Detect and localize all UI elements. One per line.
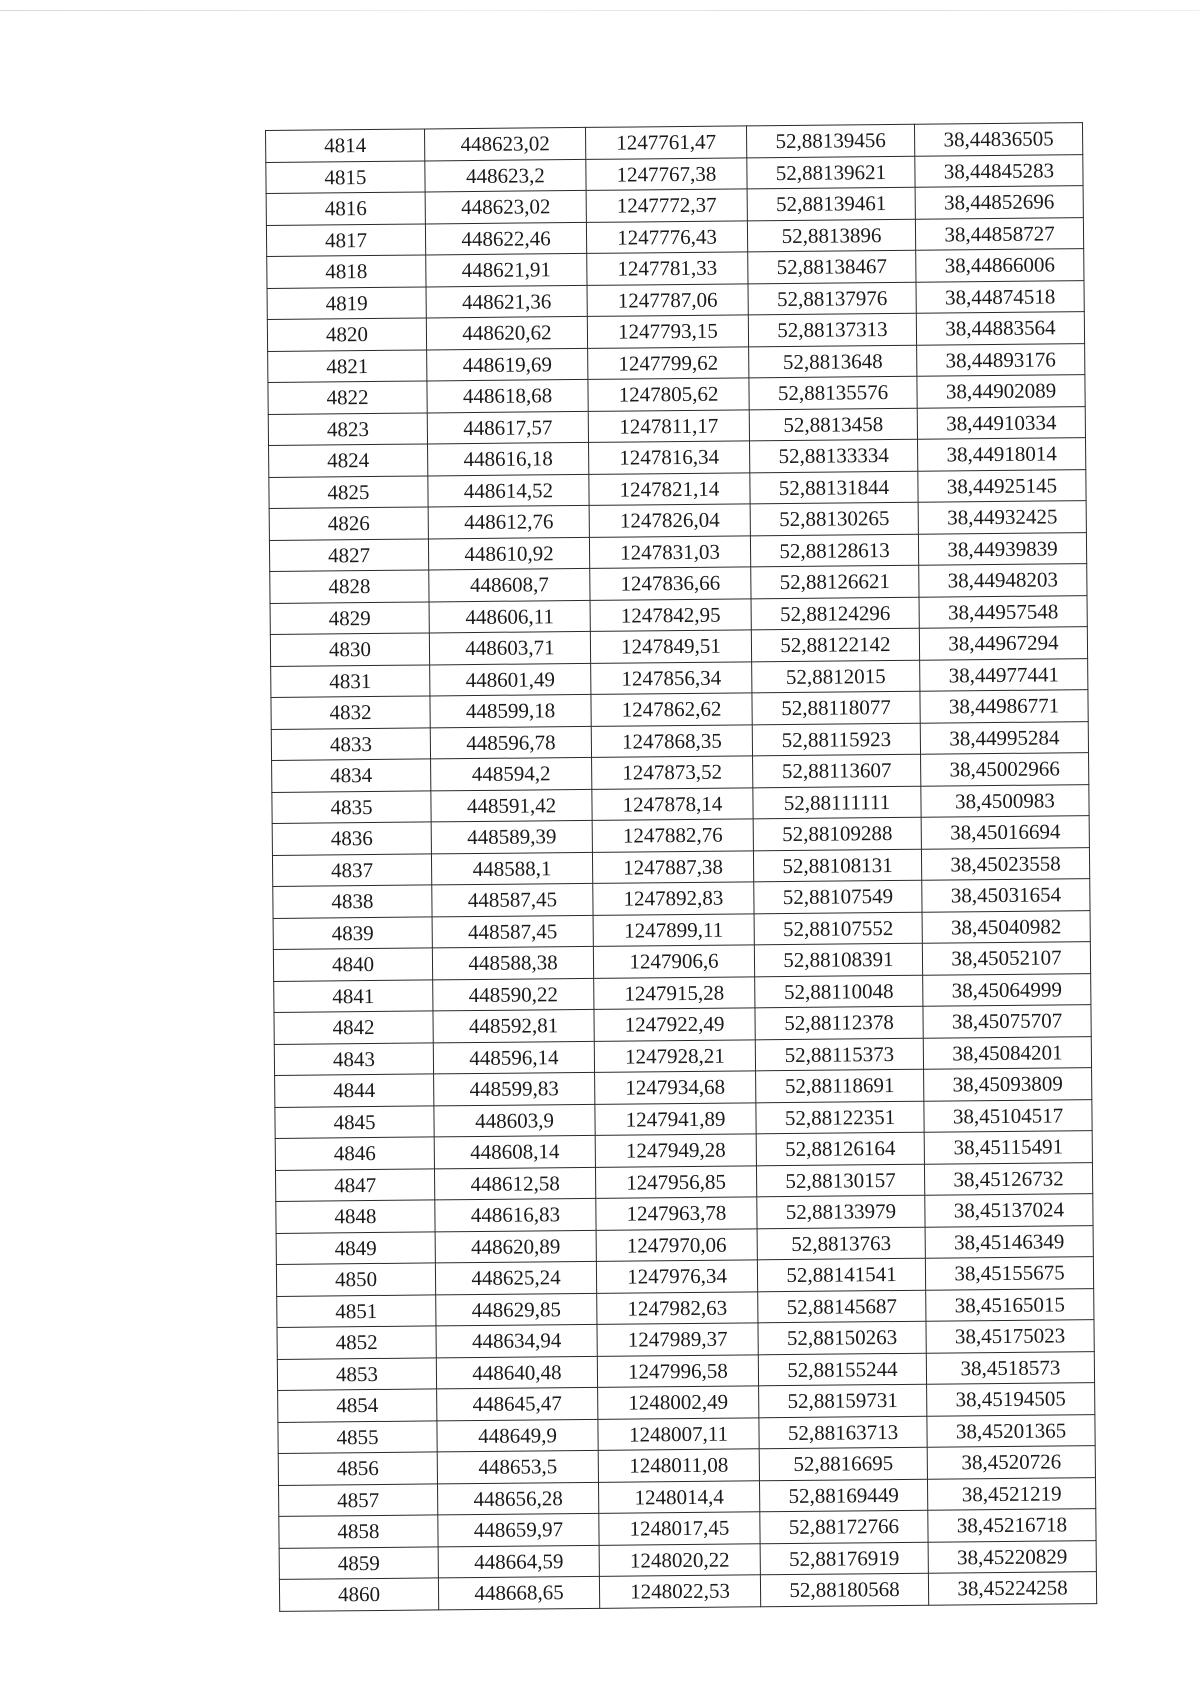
latitude-cell: 52,88126621	[751, 565, 919, 598]
y-coordinate-cell: 1248007,11	[598, 1417, 759, 1450]
x-coordinate-cell: 448587,45	[432, 915, 593, 948]
latitude-cell: 52,88138467	[748, 250, 916, 283]
longitude-cell: 38,45126732	[924, 1162, 1092, 1195]
x-coordinate-cell: 448603,71	[429, 631, 590, 664]
point-number-cell: 4836	[272, 822, 431, 855]
latitude-cell: 52,88145687	[758, 1290, 926, 1323]
longitude-cell: 38,44986771	[920, 690, 1088, 723]
latitude-cell: 52,88107549	[754, 880, 922, 913]
x-coordinate-cell: 448587,45	[432, 883, 593, 916]
latitude-cell: 52,88135576	[749, 376, 917, 409]
point-number-cell: 4829	[270, 601, 429, 634]
longitude-cell: 38,45137024	[925, 1194, 1093, 1227]
longitude-cell: 38,45031654	[922, 879, 1090, 912]
y-coordinate-cell: 1247949,28	[595, 1134, 756, 1167]
y-coordinate-cell: 1247816,34	[589, 441, 750, 474]
latitude-cell: 52,8816695	[759, 1447, 927, 1480]
x-coordinate-cell: 448664,59	[438, 1545, 599, 1578]
x-coordinate-cell: 448614,52	[428, 474, 589, 507]
latitude-cell: 52,88130265	[750, 502, 918, 535]
x-coordinate-cell: 448594,2	[431, 757, 592, 790]
point-number-cell: 4837	[272, 853, 431, 886]
x-coordinate-cell: 448618,68	[427, 379, 588, 412]
latitude-cell: 52,88172766	[760, 1510, 928, 1543]
point-number-cell: 4853	[277, 1357, 436, 1390]
latitude-cell: 52,88137313	[748, 313, 916, 346]
x-coordinate-cell: 448656,28	[437, 1482, 598, 1515]
latitude-cell: 52,88122142	[751, 628, 919, 661]
longitude-cell: 38,44866006	[916, 249, 1084, 282]
x-coordinate-cell: 448640,48	[436, 1356, 597, 1389]
latitude-cell: 52,88137976	[748, 282, 916, 315]
point-number-cell: 4838	[273, 885, 432, 918]
x-coordinate-cell: 448596,78	[430, 726, 591, 759]
longitude-cell: 38,44957548	[919, 595, 1087, 628]
point-number-cell: 4843	[274, 1042, 433, 1075]
x-coordinate-cell: 448608,14	[434, 1135, 595, 1168]
latitude-cell: 52,8812015	[752, 660, 920, 693]
y-coordinate-cell: 1247873,52	[592, 756, 753, 789]
y-coordinate-cell: 1248002,49	[598, 1386, 759, 1419]
x-coordinate-cell: 448589,39	[431, 820, 592, 853]
latitude-cell: 52,88139456	[746, 124, 914, 157]
point-number-cell: 4830	[270, 633, 429, 666]
point-number-cell: 4832	[271, 696, 430, 729]
y-coordinate-cell: 1247772,37	[586, 189, 747, 222]
y-coordinate-cell: 1247906,6	[593, 945, 754, 978]
latitude-cell: 52,88159731	[759, 1384, 927, 1417]
longitude-cell: 38,44932425	[918, 501, 1086, 534]
longitude-cell: 38,44902089	[917, 375, 1085, 408]
point-number-cell: 4822	[268, 381, 427, 414]
y-coordinate-cell: 1247970,06	[596, 1228, 757, 1261]
latitude-cell: 52,88108131	[753, 849, 921, 882]
point-number-cell: 4852	[277, 1326, 436, 1359]
point-number-cell: 4855	[278, 1420, 437, 1453]
y-coordinate-cell: 1247989,37	[597, 1323, 758, 1356]
latitude-cell: 52,88133334	[750, 439, 918, 472]
longitude-cell: 38,45155675	[925, 1257, 1093, 1290]
x-coordinate-cell: 448608,7	[429, 568, 590, 601]
latitude-cell: 52,88112378	[755, 1006, 923, 1039]
x-coordinate-cell: 448634,94	[436, 1324, 597, 1357]
longitude-cell: 38,45023558	[921, 847, 1089, 880]
point-number-cell: 4841	[274, 979, 433, 1012]
longitude-cell: 38,45224258	[928, 1572, 1096, 1605]
y-coordinate-cell: 1247856,34	[591, 661, 752, 694]
y-coordinate-cell: 1247805,62	[588, 378, 749, 411]
longitude-cell: 38,44910334	[917, 406, 1085, 439]
point-number-cell: 4814	[266, 129, 425, 162]
y-coordinate-cell: 1248017,45	[599, 1512, 760, 1545]
latitude-cell: 52,88118077	[752, 691, 920, 724]
x-coordinate-cell: 448649,9	[437, 1419, 598, 1452]
longitude-cell: 38,45075707	[923, 1005, 1091, 1038]
latitude-cell: 52,88150263	[758, 1321, 926, 1354]
x-coordinate-cell: 448603,9	[434, 1104, 595, 1137]
y-coordinate-cell: 1247842,95	[590, 598, 751, 631]
latitude-cell: 52,88180568	[760, 1573, 928, 1606]
x-coordinate-cell: 448588,1	[431, 852, 592, 885]
y-coordinate-cell: 1247892,83	[593, 882, 754, 915]
x-coordinate-cell: 448645,47	[437, 1387, 598, 1420]
point-number-cell: 4854	[278, 1389, 437, 1422]
x-coordinate-cell: 448625,24	[435, 1261, 596, 1294]
latitude-cell: 52,88163713	[759, 1416, 927, 1449]
latitude-cell: 52,88176919	[760, 1542, 928, 1575]
point-number-cell: 4842	[274, 1011, 433, 1044]
y-coordinate-cell: 1248011,08	[598, 1449, 759, 1482]
y-coordinate-cell: 1247868,35	[591, 724, 752, 757]
y-coordinate-cell: 1247862,62	[591, 693, 752, 726]
longitude-cell: 38,45064999	[923, 973, 1091, 1006]
point-number-cell: 4858	[279, 1515, 438, 1548]
latitude-cell: 52,8813896	[747, 219, 915, 252]
point-number-cell: 4845	[275, 1105, 434, 1138]
x-coordinate-cell: 448591,42	[431, 789, 592, 822]
x-coordinate-cell: 448620,62	[426, 316, 587, 349]
latitude-cell: 52,88139461	[747, 187, 915, 220]
longitude-cell: 38,44967294	[919, 627, 1087, 660]
point-number-cell: 4815	[266, 160, 425, 193]
longitude-cell: 38,44858727	[915, 217, 1083, 250]
x-coordinate-cell: 448659,97	[438, 1513, 599, 1546]
longitude-cell: 38,44918014	[917, 438, 1085, 471]
longitude-cell: 38,44852696	[915, 186, 1083, 219]
y-coordinate-cell: 1247821,14	[589, 472, 750, 505]
point-number-cell: 4859	[279, 1546, 438, 1579]
y-coordinate-cell: 1247922,49	[594, 1008, 755, 1041]
point-number-cell: 4826	[269, 507, 428, 540]
x-coordinate-cell: 448606,11	[429, 600, 590, 633]
longitude-cell: 38,45016694	[921, 816, 1089, 849]
longitude-cell: 38,44883564	[916, 312, 1084, 345]
y-coordinate-cell: 1247887,38	[592, 850, 753, 883]
y-coordinate-cell: 1247982,63	[597, 1291, 758, 1324]
y-coordinate-cell: 1247776,43	[586, 220, 747, 253]
longitude-cell: 38,45146349	[925, 1225, 1093, 1258]
point-number-cell: 4844	[275, 1074, 434, 1107]
x-coordinate-cell: 448623,02	[424, 127, 585, 160]
point-number-cell: 4820	[267, 318, 426, 351]
latitude-cell: 52,88139621	[747, 156, 915, 189]
point-number-cell: 4857	[279, 1483, 438, 1516]
latitude-cell: 52,8813763	[757, 1227, 925, 1260]
latitude-cell: 52,8813648	[749, 345, 917, 378]
point-number-cell: 4818	[267, 255, 426, 288]
point-number-cell: 4840	[273, 948, 432, 981]
x-coordinate-cell: 448612,76	[428, 505, 589, 538]
latitude-cell: 52,88169449	[759, 1479, 927, 1512]
y-coordinate-cell: 1247882,76	[592, 819, 753, 852]
x-coordinate-cell: 448623,2	[425, 159, 586, 192]
x-coordinate-cell: 448590,22	[433, 978, 594, 1011]
x-coordinate-cell: 448619,69	[427, 348, 588, 381]
x-coordinate-cell: 448616,83	[435, 1198, 596, 1231]
point-number-cell: 4819	[267, 286, 426, 319]
y-coordinate-cell: 1247976,34	[596, 1260, 757, 1293]
point-number-cell: 4823	[268, 412, 427, 445]
point-number-cell: 4828	[270, 570, 429, 603]
x-coordinate-cell: 448599,83	[434, 1072, 595, 1105]
y-coordinate-cell: 1247831,03	[589, 535, 750, 568]
longitude-cell: 38,45175023	[926, 1320, 1094, 1353]
point-number-cell: 4839	[273, 916, 432, 949]
longitude-cell: 38,4521219	[927, 1477, 1095, 1510]
latitude-cell: 52,88115923	[752, 723, 920, 756]
y-coordinate-cell: 1247934,68	[595, 1071, 756, 1104]
y-coordinate-cell: 1248014,4	[598, 1480, 759, 1513]
latitude-cell: 52,88155244	[758, 1353, 926, 1386]
point-number-cell: 4848	[276, 1200, 435, 1233]
y-coordinate-cell: 1247761,47	[585, 126, 746, 159]
y-coordinate-cell: 1247996,58	[597, 1354, 758, 1387]
latitude-cell: 52,88130157	[756, 1164, 924, 1197]
y-coordinate-cell: 1247836,66	[590, 567, 751, 600]
point-number-cell: 4817	[266, 223, 425, 256]
point-number-cell: 4831	[271, 664, 430, 697]
x-coordinate-cell: 448617,57	[427, 411, 588, 444]
coordinates-table	[265, 122, 1097, 1611]
y-coordinate-cell: 1247878,14	[592, 787, 753, 820]
longitude-cell: 38,45194505	[927, 1383, 1095, 1416]
longitude-cell: 38,45093809	[924, 1068, 1092, 1101]
x-coordinate-cell: 448621,36	[426, 285, 587, 318]
point-number-cell: 4860	[279, 1578, 438, 1611]
latitude-cell: 52,88111111	[753, 786, 921, 819]
y-coordinate-cell: 1248020,22	[599, 1543, 760, 1576]
longitude-cell: 38,44995284	[920, 721, 1088, 754]
y-coordinate-cell: 1247793,15	[587, 315, 748, 348]
x-coordinate-cell: 448668,65	[438, 1576, 599, 1609]
longitude-cell: 38,44836505	[914, 123, 1082, 156]
latitude-cell: 52,88124296	[751, 597, 919, 630]
longitude-cell: 38,44874518	[916, 280, 1084, 313]
longitude-cell: 38,4520726	[927, 1446, 1095, 1479]
point-number-cell: 4851	[277, 1294, 436, 1327]
point-number-cell: 4833	[271, 727, 430, 760]
point-number-cell: 4850	[276, 1263, 435, 1296]
longitude-cell: 38,45052107	[922, 942, 1090, 975]
y-coordinate-cell: 1247787,06	[587, 283, 748, 316]
longitude-cell: 38,45115491	[924, 1131, 1092, 1164]
longitude-cell: 38,45002966	[921, 753, 1089, 786]
point-number-cell: 4835	[272, 790, 431, 823]
longitude-cell: 38,45201365	[927, 1414, 1095, 1447]
x-coordinate-cell: 448629,85	[436, 1293, 597, 1326]
y-coordinate-cell: 1247941,89	[595, 1102, 756, 1135]
point-number-cell: 4834	[272, 759, 431, 792]
point-number-cell: 4827	[269, 538, 428, 571]
x-coordinate-cell: 448653,5	[437, 1450, 598, 1483]
point-number-cell: 4825	[269, 475, 428, 508]
y-coordinate-cell: 1247956,85	[595, 1165, 756, 1198]
x-coordinate-cell: 448592,81	[433, 1009, 594, 1042]
longitude-cell: 38,44948203	[919, 564, 1087, 597]
latitude-cell: 52,88107552	[754, 912, 922, 945]
scan-edge-line	[0, 10, 1200, 11]
y-coordinate-cell: 1247826,04	[589, 504, 750, 537]
y-coordinate-cell: 1247781,33	[587, 252, 748, 285]
x-coordinate-cell: 448616,18	[428, 442, 589, 475]
longitude-cell: 38,45040982	[922, 910, 1090, 943]
longitude-cell: 38,45216718	[928, 1509, 1096, 1542]
y-coordinate-cell: 1247899,11	[593, 913, 754, 946]
x-coordinate-cell: 448596,14	[433, 1041, 594, 1074]
y-coordinate-cell: 1247963,78	[596, 1197, 757, 1230]
latitude-cell: 52,88113607	[753, 754, 921, 787]
point-number-cell: 4821	[268, 349, 427, 382]
longitude-cell: 38,44925145	[918, 469, 1086, 502]
latitude-cell: 52,88122351	[756, 1101, 924, 1134]
latitude-cell: 52,88110048	[755, 975, 923, 1008]
latitude-cell: 52,88108391	[754, 943, 922, 976]
x-coordinate-cell: 448588,38	[432, 946, 593, 979]
latitude-cell: 52,88128613	[750, 534, 918, 567]
y-coordinate-cell: 1248022,53	[599, 1575, 760, 1608]
y-coordinate-cell: 1247811,17	[588, 409, 749, 442]
x-coordinate-cell: 448610,92	[428, 537, 589, 570]
latitude-cell: 52,88131844	[750, 471, 918, 504]
y-coordinate-cell: 1247915,28	[594, 976, 755, 1009]
latitude-cell: 52,88118691	[756, 1069, 924, 1102]
y-coordinate-cell: 1247799,62	[588, 346, 749, 379]
x-coordinate-cell: 448601,49	[430, 663, 591, 696]
longitude-cell: 38,4518573	[926, 1351, 1094, 1384]
longitude-cell: 38,44939839	[918, 532, 1086, 565]
longitude-cell: 38,45104517	[924, 1099, 1092, 1132]
latitude-cell: 52,8813458	[749, 408, 917, 441]
y-coordinate-cell: 1247849,51	[590, 630, 751, 663]
x-coordinate-cell: 448599,18	[430, 694, 591, 727]
y-coordinate-cell: 1247928,21	[594, 1039, 755, 1072]
x-coordinate-cell: 448612,58	[434, 1167, 595, 1200]
table-row	[279, 1572, 1096, 1611]
point-number-cell: 4856	[278, 1452, 437, 1485]
latitude-cell: 52,88133979	[757, 1195, 925, 1228]
latitude-cell: 52,88115373	[755, 1038, 923, 1071]
x-coordinate-cell: 448622,46	[425, 222, 586, 255]
point-number-cell: 4816	[266, 192, 425, 225]
point-number-cell: 4847	[275, 1168, 434, 1201]
x-coordinate-cell: 448621,91	[426, 253, 587, 286]
point-number-cell: 4846	[275, 1137, 434, 1170]
latitude-cell: 52,88109288	[753, 817, 921, 850]
longitude-cell: 38,45220829	[928, 1540, 1096, 1573]
coordinates-table-body	[266, 123, 1097, 1611]
longitude-cell: 38,44893176	[917, 343, 1085, 376]
longitude-cell: 38,4500983	[921, 784, 1089, 817]
longitude-cell: 38,44845283	[915, 154, 1083, 187]
longitude-cell: 38,45084201	[923, 1036, 1091, 1069]
latitude-cell: 52,88126164	[756, 1132, 924, 1165]
longitude-cell: 38,44977441	[920, 658, 1088, 691]
longitude-cell: 38,45165015	[926, 1288, 1094, 1321]
y-coordinate-cell: 1247767,38	[586, 157, 747, 190]
point-number-cell: 4824	[269, 444, 428, 477]
point-number-cell: 4849	[276, 1231, 435, 1264]
latitude-cell: 52,88141541	[757, 1258, 925, 1291]
x-coordinate-cell: 448623,02	[425, 190, 586, 223]
x-coordinate-cell: 448620,89	[435, 1230, 596, 1263]
